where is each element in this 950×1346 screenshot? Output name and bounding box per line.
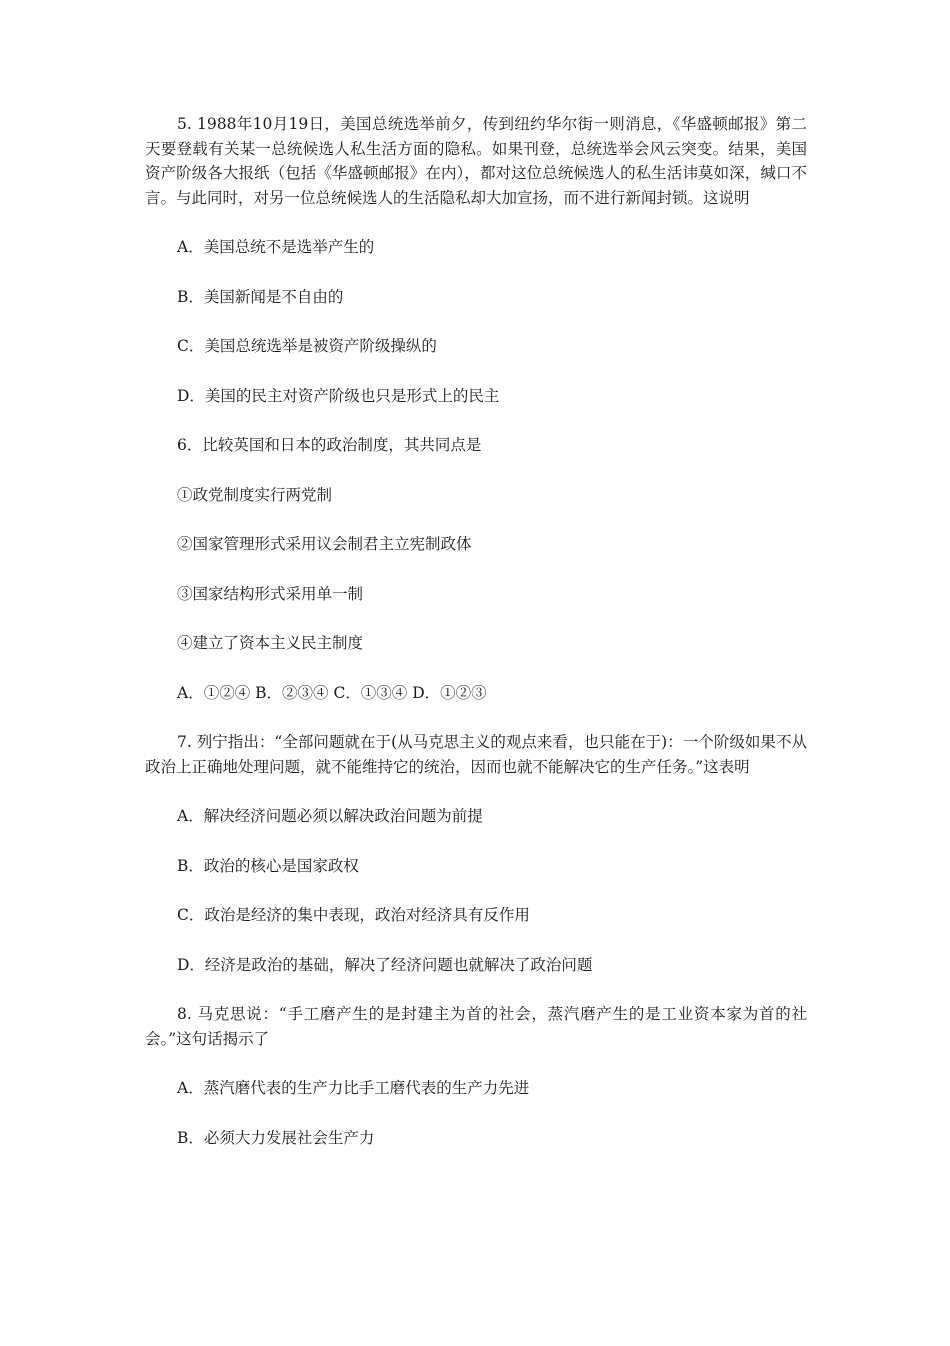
- question-5-option-a: A．美国总统不是选举产生的: [177, 238, 375, 256]
- question-7-option-a: A．解决经济问题必须以解决政治问题为前提: [177, 807, 483, 825]
- question-5-option-c: C．美国总统选举是被资产阶级操纵的: [177, 337, 437, 355]
- question-6-item-2: ②国家管理形式采用议会制君主立宪制政体: [177, 535, 472, 553]
- question-5-option-d: D．美国的民主对资产阶级也只是形式上的民主: [177, 386, 500, 405]
- question-7-option-b: B．政治的核心是国家政权: [177, 856, 359, 875]
- question-7-stem: 7. 列宁指出：“全部问题就在于(从马克思主义的观点来看，也只能在于)：一个阶级如果不从政治上正确地处理问题，就不能维持它的统治，因而也就不能解决它的生产任务。”这表明: [145, 733, 807, 776]
- question-6-stem: 6．比较英国和日本的政治制度，其共同点是: [177, 436, 482, 454]
- question-6-item-1: ①政党制度实行两党制: [177, 485, 333, 504]
- question-7-option-d: D．经济是政治的基础，解决了经济问题也就解决了政治问题: [177, 955, 593, 974]
- question-6-item-3: ③国家结构形式采用单一制: [177, 584, 364, 603]
- question-8-option-a: A．蒸汽磨代表的生产力比手工磨代表的生产力先进: [177, 1079, 530, 1097]
- question-6-item-4: ④建立了资本主义民主制度: [177, 634, 364, 652]
- question-5-option-b: B．美国新闻是不自由的: [177, 287, 344, 306]
- question-5-stem: 5. 1988年10月19日，美国总统选举前夕，传到纽约华尔街一则消息，《华盛顿邮报》第二天要登载有关某一总统候选人私生活方面的隐私。如果刊登，总统选举会风云突变。结果，美国资产阶级各大报纸（包括《华盛顿邮报》在内），都对这位总统候选人的私生活讳莫如深，缄口不言。与此同时，对另一位总统候选人的生活隐私却大加宣扬，而不进行新闻封锁。这说明: [145, 115, 807, 207]
- question-8-option-b: B．必须大力发展社会生产力: [177, 1128, 375, 1147]
- question-7-option-c: C．政治是经济的集中表现，政治对经济具有反作用: [177, 906, 530, 924]
- question-8-stem: 8. 马克思说：“手工磨产生的是封建主为首的社会，蒸汽磨产生的是工业资本家为首的社会。”这句话揭示了: [145, 1005, 807, 1048]
- question-6-options: A．①②④ B．②③④ C．①③④ D．①②③: [177, 683, 487, 702]
- document-page: [145, 112, 807, 1150]
